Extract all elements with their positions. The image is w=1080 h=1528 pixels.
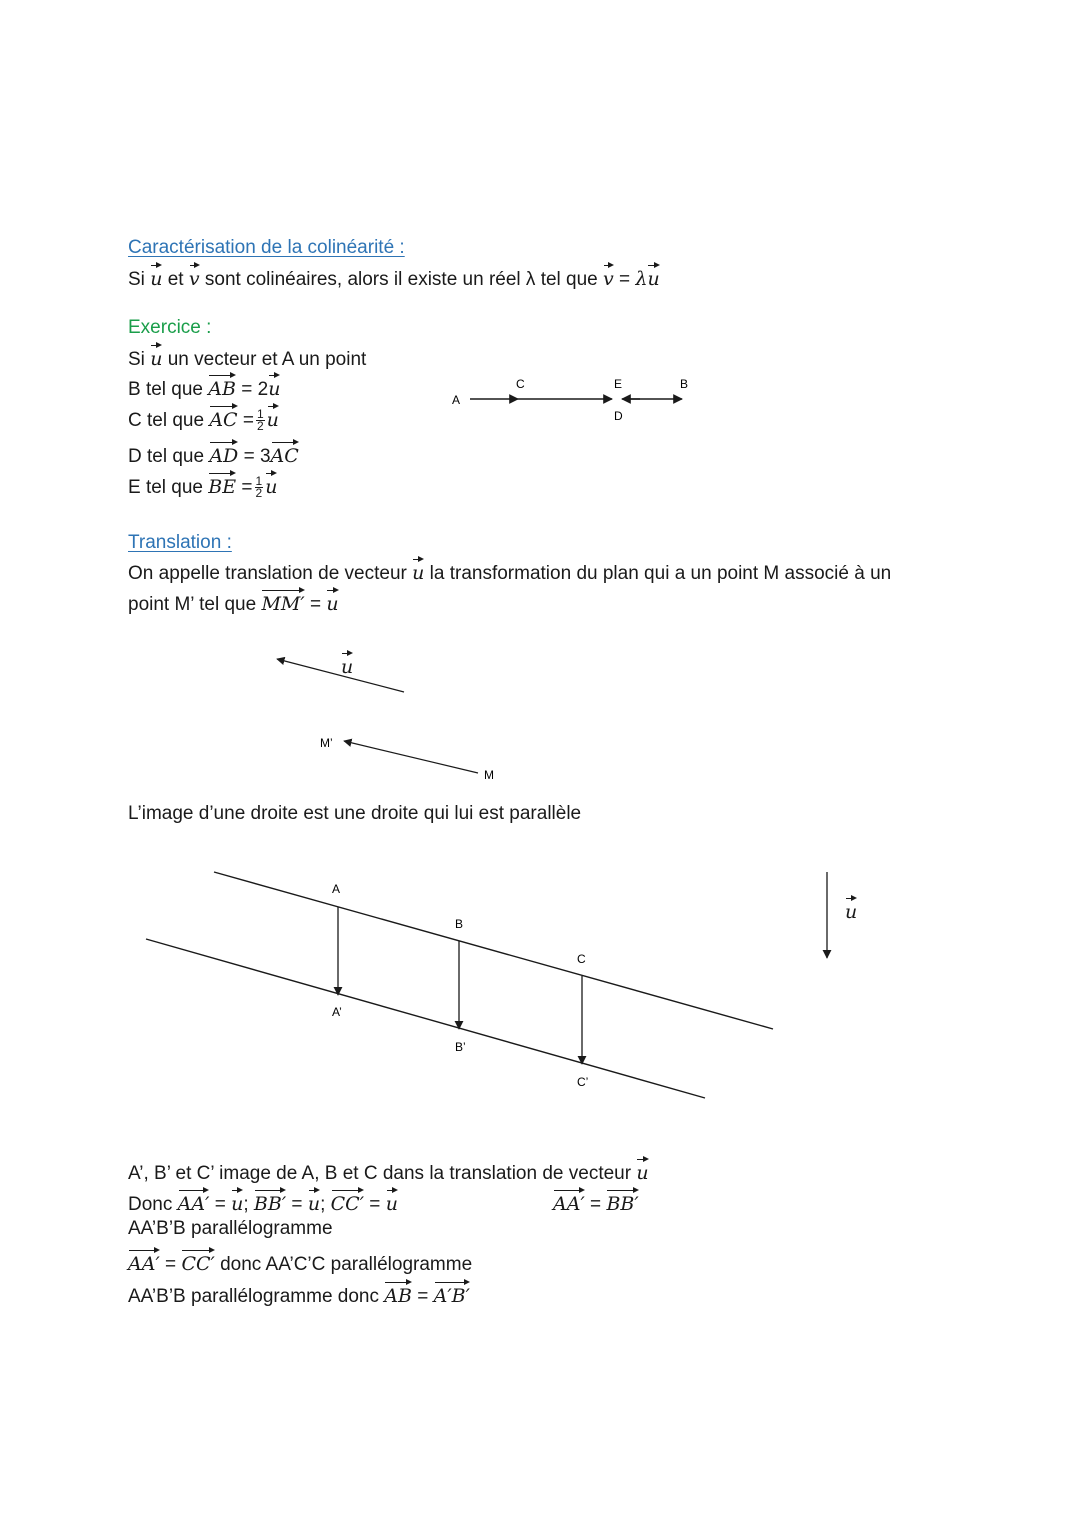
- translation-heading: Translation :: [128, 532, 232, 553]
- conclusion-line2: [128, 1187, 398, 1218]
- intro-rest: un vecteur et A un point: [167, 349, 367, 370]
- exercice-line-d: [128, 439, 299, 470]
- semicolon: ;: [320, 1194, 326, 1215]
- point-m-prime-label: M’: [320, 736, 333, 750]
- point-b-label: B: [680, 377, 689, 391]
- conclusion-line4: [128, 1247, 472, 1278]
- exercise-figure: [452, 377, 688, 423]
- exercice-line-b: [128, 372, 280, 403]
- vector-u: u: [267, 403, 279, 433]
- point-c-prime-label: C’: [577, 1075, 589, 1089]
- donc-word: Donc: [128, 1194, 173, 1215]
- line-a-prime-b-prime-c-prime: [146, 939, 705, 1098]
- si-word: Si: [128, 269, 145, 290]
- vector-cc-prime: CC′: [331, 1187, 364, 1217]
- equals-sign: =: [214, 1194, 226, 1215]
- translation-def-line1: [128, 556, 891, 587]
- line-rhs: = 3: [243, 446, 271, 467]
- translation-figure: [277, 659, 494, 782]
- vector-u: u: [268, 372, 280, 402]
- vector-mm-prime: [344, 741, 478, 773]
- equals-sign: =: [590, 1194, 602, 1215]
- equals-sign: =: [309, 594, 322, 615]
- lambda-u: λu: [635, 268, 659, 290]
- et-word: et: [167, 269, 184, 290]
- figure-u-label: [341, 650, 353, 681]
- vector-be: BE: [208, 470, 236, 500]
- vector-mm-prime: MM′: [261, 587, 304, 617]
- vector-u: u: [231, 1187, 243, 1217]
- vector-u: u: [150, 342, 162, 372]
- vector-aa-prime: AA′: [128, 1247, 160, 1277]
- point-d-label: D: [614, 409, 623, 423]
- vector-ad: AD: [209, 439, 238, 469]
- vector-aa-prime: AA′: [553, 1187, 585, 1217]
- vector-ac: AC: [271, 439, 299, 469]
- equals-sign: =: [291, 1194, 303, 1215]
- statement-rest: sont colinéaires, alors il existe un réel λ tel que: [204, 269, 598, 290]
- equals-sign: =: [369, 1194, 381, 1215]
- def-text: point M’ tel que: [128, 594, 257, 615]
- equals-sign: =: [165, 1254, 177, 1275]
- vector-u: u: [412, 556, 424, 586]
- line-prefix: D tel que: [128, 446, 205, 467]
- colinearite-statement: [128, 262, 660, 293]
- point-b-prime-label: B’: [455, 1040, 466, 1054]
- conclusion-text: A’, B’ et C’ image de A, B et C dans la translation de vecteur: [128, 1163, 632, 1184]
- droite-statement: L’image d’une droite est une droite qui lui est parallèle: [128, 803, 582, 824]
- side-equality: [553, 1187, 639, 1218]
- conclusion-line5: [128, 1279, 470, 1310]
- point-a-label: A: [452, 393, 461, 407]
- vector-ab: AB: [208, 372, 236, 402]
- point-a-prime-label: A’: [332, 1005, 342, 1019]
- vector-u: u: [265, 470, 277, 500]
- fraction-one-half: $\frac{1}{2}$: [255, 474, 263, 501]
- exercice-line-e: [128, 470, 277, 501]
- vector-u: u: [150, 262, 162, 292]
- colinearite-heading: Caractérisation de la colinéarité :: [128, 237, 405, 258]
- point-b-label: B: [455, 917, 464, 931]
- point-a-label: A: [332, 882, 341, 896]
- line-rhs: = 2: [241, 379, 269, 400]
- vector-aa-prime: AA′: [178, 1187, 210, 1217]
- semicolon: ;: [243, 1194, 249, 1215]
- vector-u: u: [341, 650, 353, 680]
- vector-u: u: [636, 1156, 648, 1186]
- fraction-one-half: $\frac{1}{2}$: [256, 407, 264, 434]
- si-word: Si: [128, 349, 145, 370]
- line-prefix: B tel que: [128, 379, 203, 400]
- vector-v: v: [603, 262, 614, 292]
- equals-sign: =: [619, 269, 631, 290]
- vector-u: u: [308, 1187, 320, 1217]
- point-c-label: C: [577, 952, 586, 966]
- exercice-heading: Exercice :: [128, 317, 212, 338]
- def-text: On appelle translation de vecteur: [128, 563, 407, 584]
- line-prefix: E tel que: [128, 477, 203, 498]
- vector-u: u: [326, 587, 338, 617]
- conclusion-text: AA’B’B parallélogramme donc: [128, 1286, 379, 1307]
- def-text: la transformation du plan qui a un point M associé à un: [429, 563, 892, 584]
- line-abc: [214, 872, 773, 1029]
- figure2-u-label: [845, 895, 857, 926]
- vector-u: u: [845, 895, 857, 925]
- vector-cc-prime: CC′: [181, 1247, 214, 1277]
- parallel-lines-figure: [146, 872, 827, 1098]
- conclusion-line3: AA’B’B parallélogramme: [128, 1218, 333, 1239]
- vector-ab: AB: [384, 1279, 412, 1309]
- exercice-line-c: [128, 403, 279, 434]
- translation-def-line2: [128, 587, 339, 618]
- vector-v: v: [189, 262, 200, 292]
- point-c-label: C: [516, 377, 525, 391]
- vector-bb-prime: BB′: [254, 1187, 286, 1217]
- vector-ac: AC: [209, 403, 237, 433]
- line-rhs: =: [241, 477, 253, 498]
- vector-bb-prime: BB′: [606, 1187, 638, 1217]
- point-e-label: E: [614, 377, 623, 391]
- equals-sign: =: [417, 1286, 429, 1307]
- conclusion-text: donc AA’C’C parallélogramme: [220, 1254, 473, 1275]
- line-rhs: =: [242, 410, 254, 431]
- vector-u: u: [386, 1187, 398, 1217]
- conclusion-line1: [128, 1156, 649, 1187]
- line-prefix: C tel que: [128, 410, 205, 431]
- vector-a-prime-b-prime: A′B′: [434, 1279, 470, 1309]
- point-m-label: M: [484, 768, 494, 782]
- exercice-intro: [128, 342, 366, 373]
